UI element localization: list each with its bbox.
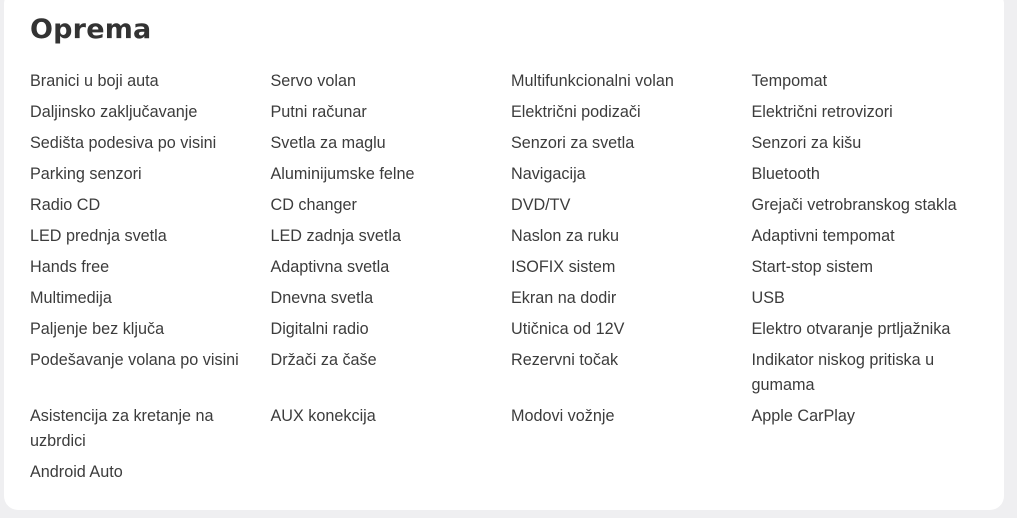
equipment-item: Električni retrovizori [751,103,893,121]
equipment-item: LED prednja svetla [30,227,167,245]
equipment-item: Senzori za kišu [751,134,862,152]
equipment-item: Multimedija [30,289,112,307]
equipment-item: USB [751,289,785,307]
equipment-item: Branici u boji auta [30,72,159,90]
equipment-item: Dnevna svetla [270,289,374,307]
equipment-item: Električni podizači [511,103,641,121]
equipment-item: Parking senzori [30,165,142,183]
equipment-item: Servo volan [270,72,356,90]
equipment-item: LED zadnja svetla [270,227,401,245]
equipment-item: Naslon za ruku [511,227,619,245]
equipment-item: Android Auto [30,463,123,481]
equipment-item: Grejači vetrobranskog stakla [751,196,957,214]
equipment-item: Adaptivni tempomat [751,227,895,245]
equipment-item: Radio CD [30,196,101,214]
equipment-item: AUX konekcija [270,407,376,425]
equipment-item: DVD/TV [511,196,571,214]
equipment-item: Senzori za svetla [511,134,635,152]
equipment-item: Aluminijumske felne [270,165,415,183]
equipment-item: Daljinsko zaključavanje [30,103,198,121]
equipment-item: CD changer [270,196,357,214]
equipment-item: Apple CarPlay [751,407,855,425]
equipment-item: Hands free [30,258,110,276]
equipment-card [4,0,1004,510]
equipment-item: Bluetooth [751,165,820,183]
equipment-item: Tempomat [751,72,828,90]
equipment-item: Držači za čaše [270,351,377,369]
equipment-item: Start-stop sistem [751,258,873,276]
equipment-item: Putni računar [270,103,367,121]
equipment-item: Ekran na dodir [511,289,617,307]
equipment-item: Navigacija [511,165,586,183]
equipment-item: Elektro otvaranje prtljažnika [751,320,951,338]
equipment-item: Digitalni radio [270,320,369,338]
equipment-item: Utičnica od 12V [511,320,625,338]
equipment-item: Indikator niskog pritiska u gumama [751,351,935,394]
equipment-item: Svetla za maglu [270,134,386,152]
equipment-item: Modovi vožnje [511,407,615,425]
equipment-item: Paljenje bez ključa [30,320,165,338]
equipment-list [30,69,994,485]
equipment-item: ISOFIX sistem [511,258,616,276]
equipment-item: Rezervni točak [511,351,619,369]
section-title: Oprema [30,14,152,45]
equipment-item: Asistencija za kretanje na uzbrdici [30,407,214,450]
equipment-item: Adaptivna svetla [270,258,390,276]
equipment-item: Multifunkcionalni volan [511,72,674,90]
equipment-item: Sedišta podesiva po visini [30,134,217,152]
equipment-item: Podešavanje volana po visini [30,351,239,369]
